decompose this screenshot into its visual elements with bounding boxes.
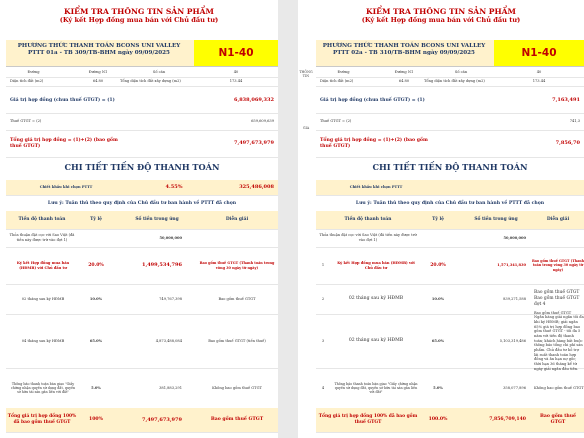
notice-text: Lưu ý: Tuân thủ theo quy định của Chủ đầu tư ban hành về PTTT đã chọn xyxy=(355,201,545,206)
table-row: 3 02 tháng sau ký HĐMB 65.0% 5,103,319,486 Bao gồm thuế GTGT Ngân hàng giải ngân tối đa khi ký HĐMB; giải ngân 65% giá trị hợp đồng bao gồm thuế GTGT - tối đa 5 năm với tiến độ thanh toán; khách hàng bắt buộc thông báo tổng chi phí sản phẩm. Chủ đầu tư hỗ trợ lãi suất thanh toán hợp đồng và ân hạn nợ gốc; thời hạn 36 tháng kể từ ngày giải ngân đầu tiên. xyxy=(316,314,584,369)
table-row: 2 02 tháng sau ký HĐMB 10.0% 839,271,588 Bao gồm thuế GTGT Bao gồm thuế GTGT đợt 4 xyxy=(316,284,584,315)
deposit-row: Thỏa thuận đặt cọc với Sao Việt (đã tiền này được trừ vào đợt 1) 50,000,000 xyxy=(316,229,584,248)
schedule-title: CHI TIẾT TIẾN ĐỘ THANH TOÁN xyxy=(64,162,220,172)
plan-header xyxy=(316,40,584,67)
page-header xyxy=(0,0,278,25)
total-value-row: Tổng giá trị hợp đồng = (1)+(2) (bao gồm thuế GTGT) 7,497,673,979 xyxy=(6,130,278,158)
notice-text: Lưu ý: Tuân thủ theo quy định của Chủ đầu tư ban hành về PTTT đã chọn xyxy=(47,201,237,206)
document-page-1 xyxy=(0,0,278,438)
header-subtitle: (Ký kết Hợp đồng mua bán với Chủ đầu tư) xyxy=(361,16,521,25)
contract-value-row: Giá trị hợp đồng (chưa thuế GTGT) = (1) 6,838,069,332 xyxy=(6,88,278,114)
vat-row: Thuế GTGT = (2) 659,609,639 xyxy=(6,113,278,131)
side-label: THÔNG TIN xyxy=(299,70,313,78)
deposit-row: Thỏa thuận đặt cọc với Sao Việt (đã tiền này được trừ vào đợt 1) 50,000,000 xyxy=(6,229,278,248)
table-row: Ký kết Hợp đồng mua bán (HĐMB) với Chủ đầu tư 20.0% 1,499,534,796 Bao gồm thuế GTGT (Thanh toán trong vòng 30 ngày từ ngày) xyxy=(6,247,278,285)
header-title: KIỂM TRA THÔNG TIN SẢN PHẨM xyxy=(64,7,214,16)
plan-header xyxy=(6,40,278,67)
area-row: Diện tích đất (m2) 64.80 Tổng diện tích đất xây dựng (m2) 173.44 xyxy=(6,77,278,87)
table-header: Tiến độ thanh toán Tỷ lệ Số tiền trong ứng Diễn giải xyxy=(6,211,278,230)
info-row: Đường Đường N1 Số căn 40 xyxy=(6,68,278,78)
side-label: GIA xyxy=(302,126,310,130)
plan-title: PHƯƠNG THỨC THANH TOÁN BCONS UNI VALLEY PTTT 02a - TB 310/TB-BHM ngày 09/09/2025 xyxy=(322,43,486,56)
total-row: Tổng giá trị hợp đồng 100% đã bao gồm thuế GTGT 100% 7,497,673,979 Bao gồm thuế GTGT xyxy=(6,408,278,433)
page-header xyxy=(298,0,584,25)
schedule-title: CHI TIẾT TIẾN ĐỘ THANH TOÁN xyxy=(372,162,528,172)
unit-code: N1-40 xyxy=(494,40,584,66)
table-row: 1 Ký kết Hợp đồng mua bán (HĐMB) với Chủ đầu tư 20.0% 1,571,341,830 Bao gồm thuế GTGT (Thanh toán trong vòng 30 ngày từ ngày) xyxy=(316,247,584,285)
discount-row: Chiết khấu khi chọn PTTT xyxy=(316,180,584,196)
table-header: Tiến độ thanh toán Tỷ lệ Số tiền trong ứng Diễn giải xyxy=(316,211,584,230)
table-row: 04 tháng sau ký HĐMB 65.0% 4,873,488,084 Bao gồm thuế GTGT (tiền thuế) xyxy=(6,314,278,369)
header-subtitle: (Ký kết Hợp đồng mua bán với Chủ đầu tư) xyxy=(59,16,219,25)
total-value-row: Tổng giá trị hợp đồng = (1)+(2) (bao gồm thuế GTGT) 7,856,70 xyxy=(316,130,584,158)
table-row: 02 tháng sau ký HĐMB 10.0% 749,767,398 Bao gồm thuế GTGT xyxy=(6,284,278,315)
header-title: KIỂM TRA THÔNG TIN SẢN PHẨM xyxy=(366,7,516,16)
total-row: Tổng giá trị hợp đồng 100% đã bao gồm thuế GTGT 100.0% 7,856,709,140 Bao gồm thuế GTGT xyxy=(316,408,584,433)
table-row: 4 Thông báo thanh toán bàn giao "Giấy chứng nhận quyền sử dụng đất, quyền sở hữu tài sản gắn liền với đất" 5.0% 358,077,896 Không bao gồm thuế GTGT xyxy=(316,368,584,409)
vat-row: Thuế GTGT = (2) 741,3 xyxy=(316,113,584,131)
discount-row: Chiết khấu khi chọn PTTT 4.55% 325,486,008 xyxy=(6,180,278,196)
info-row: Đường Đường N1 Số căn 40 xyxy=(316,68,584,78)
plan-title: PHƯƠNG THỨC THANH TOÁN BCONS UNI VALLEY PTTT 01a - TB 309/TB-BHM ngày 09/09/2025 xyxy=(17,43,181,56)
table-row: Thông báo thanh toán bàn giao "Giấy chứng nhận quyền sử dụng đất, quyền sở hữu tài sản gắn liền với đất" 5.0% 381,883,291 Không bao gồm thuế GTGT xyxy=(6,368,278,409)
contract-value-row: Giá trị hợp đồng (chưa thuế GTGT) = (1) 7,163,491 xyxy=(316,88,584,114)
area-row: Diện tích đất (m2) 64.80 Tổng diện tích đất xây dựng (m2) 173.44 xyxy=(316,77,584,87)
unit-code: N1-40 xyxy=(194,40,278,66)
document-page-2 xyxy=(298,0,584,438)
